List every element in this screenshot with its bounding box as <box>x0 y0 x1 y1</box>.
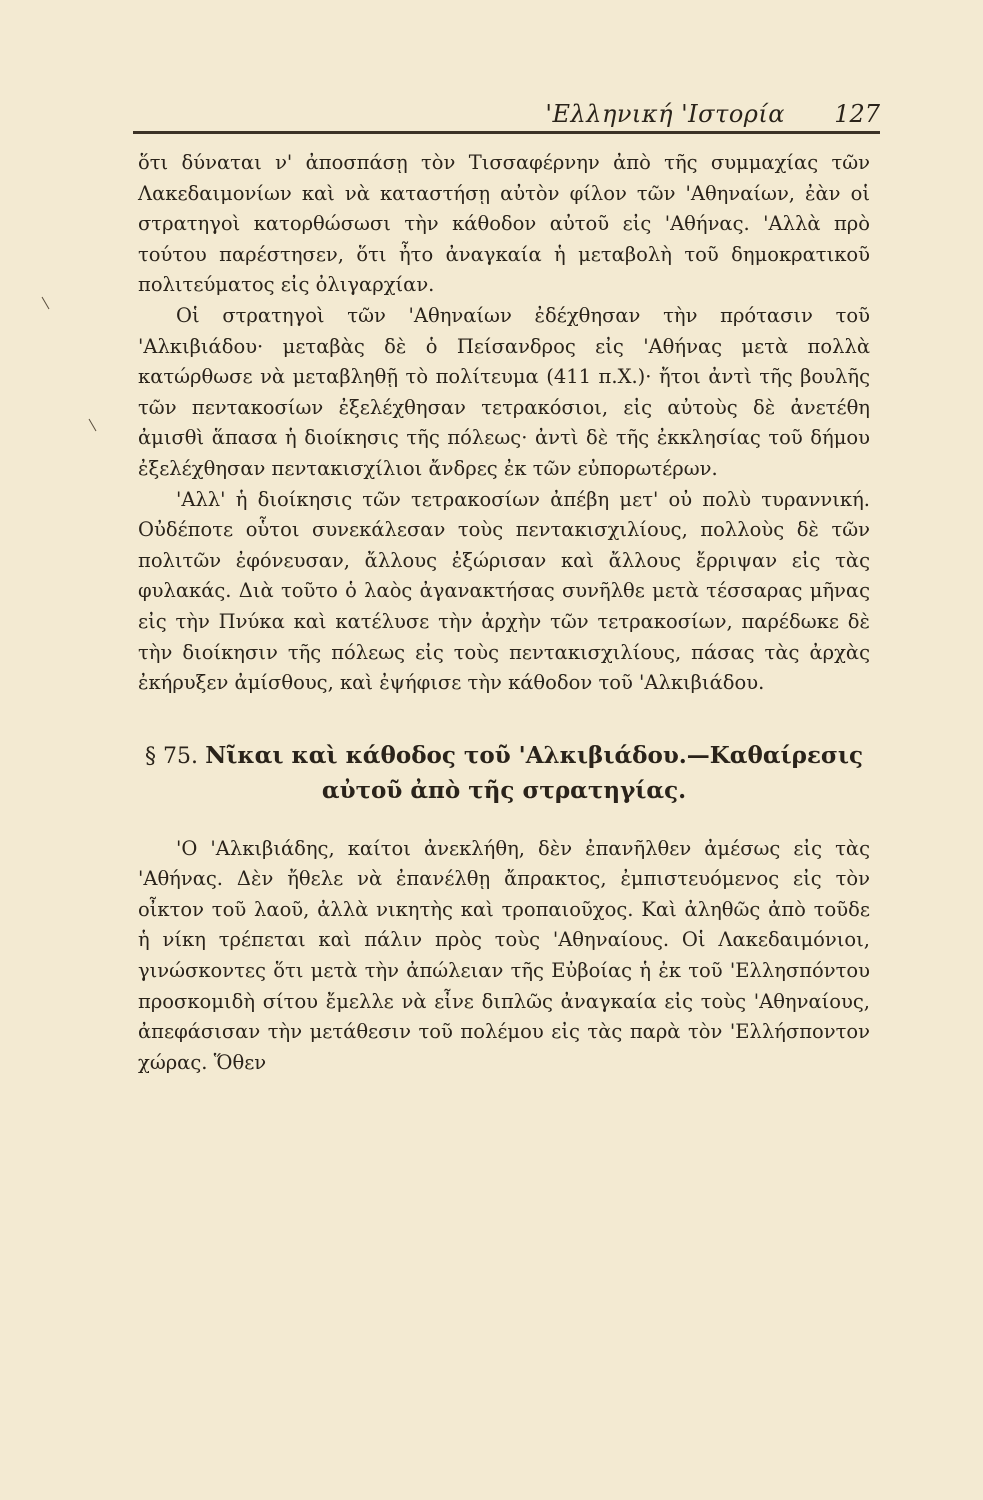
margin-pencil-mark <box>42 297 50 310</box>
page-body <box>138 148 870 1078</box>
page-number: 127 <box>834 100 880 128</box>
section-paragraph-1: 'Ο 'Αλκιβιάδης, καίτοι ἀνεκλήθη, δὲν ἐπανῆλθεν ἀμέσως εἰς τὰς 'Αθήνας. Δὲν ἤθελε νὰ ἐπανέλθῃ ἄπρακτος, ἐμπιστευόμενος εἰς τὸν οἶκτον τοῦ λαοῦ, ἀλλὰ νικητὴς καὶ τροπαιοῦχος. Καὶ ἀληθῶς ἀπὸ τοῦδε ἡ νίκη τρέπεται καὶ πάλιν πρὸς τοὺς 'Αθηναίους. Οἱ Λακεδαιμόνιοι, γινώσκοντες ὅτι μετὰ τὴν ἀπώλειαν τῆς Εὐβοίας ἡ ἐκ τοῦ 'Ελλησπόντου προσκομιδὴ σίτου ἔμελλε νὰ εἶνε διπλῶς ἀναγκαία εἰς τοὺς 'Αθηναίους, ἀπεφάσισαν τὴν μετάθεσιν τοῦ πολέμου εἰς τὰς παρὰ τὸν 'Ελλήσποντον χώρας. Ὅθεν <box>138 836 870 1074</box>
section-number: § 75. <box>144 743 198 769</box>
paragraph-1: ὅτι δύναται ν' ἀποσπάσῃ τὸν Τισσαφέρνην ἀπὸ τῆς συμμαχίας τῶν Λακεδαιμονίων καὶ νὰ καταστήσῃ αὐτὸν φίλον τῶν 'Αθηναίων, ἐὰν οἱ στρατηγοὶ κατορθώσωσι τὴν κάθοδον αὐτοῦ εἰς 'Αθήνας. 'Αλλὰ πρὸ τούτου παρέστησεν, ὅτι ἦτο ἀναγκαία ἡ μεταβολὴ τοῦ δημοκρατικοῦ πολιτεύματος εἰς ὀλιγαρχίαν. <box>138 151 870 297</box>
paragraph-2: Οἱ στρατηγοὶ τῶν 'Αθηναίων ἐδέχθησαν τὴν πρότασιν τοῦ 'Αλκιβιάδου· μεταβὰς δὲ ὁ Πείσανδρος εἰς 'Αθήνας μετὰ πολλὰ κατώρθωσε νὰ μεταβληθῇ τὸ πολίτευμα (411 π.Χ.)· ἤτοι ἀντὶ τῆς βουλῆς τῶν πεντακοσίων ἐξελέχθησαν τετρακόσιοι, εἰς αὐτοὺς δὲ ἀνετέθη ἀμισθὶ ἅπασα ἡ διοίκησις τῆς πόλεως· ἀντὶ δὲ τῆς ἐκκλησίας τοῦ δήμου ἐξελέχθησαν πεντακισχίλιοι ἄνδρες ἐκ τῶν εὐπορωτέρων. <box>138 303 870 480</box>
paragraph-3: 'Αλλ' ἡ διοίκησις τῶν τετρακοσίων ἀπέβη μετ' οὐ πολὺ τυραννική. Οὐδέποτε οὗτοι συνεκάλεσαν τοὺς πεντακισχιλίους, πολλοὺς δὲ τῶν πολιτῶν ἐφόνευσαν, ἄλλους ἐξώρισαν καὶ ἄλλους ἔρριψαν εἰς τὰς φυλακάς. Διὰ τοῦτο ὁ λαὸς ἀγανακτήσας συνῆλθε μετὰ τέσσαρας μῆνας εἰς τὴν Πνύκα καὶ κατέλυσε τὴν ἀρχὴν τῶν τετρακοσίων, παρέδωκε δὲ τὴν διοίκησιν τῆς πόλεως εἰς τοὺς πεντακισχιλίους, πάσας τὰς ἀρχὰς ἐκήρυξεν ἀμίσθους, καὶ ἐψήφισε τὴν κάθοδον τοῦ 'Αλκιβιάδου. <box>138 487 870 695</box>
header-rule <box>133 131 880 134</box>
running-title: 'Ελληνική 'Ιστορία <box>545 100 785 128</box>
section-heading <box>138 739 870 808</box>
section-title: Νῖκαι καὶ κάθοδος τοῦ 'Αλκιβιάδου.—Καθαίρεσις αὐτοῦ ἀπὸ τῆς στρατηγίας. <box>205 741 864 804</box>
margin-pencil-mark <box>89 419 97 432</box>
